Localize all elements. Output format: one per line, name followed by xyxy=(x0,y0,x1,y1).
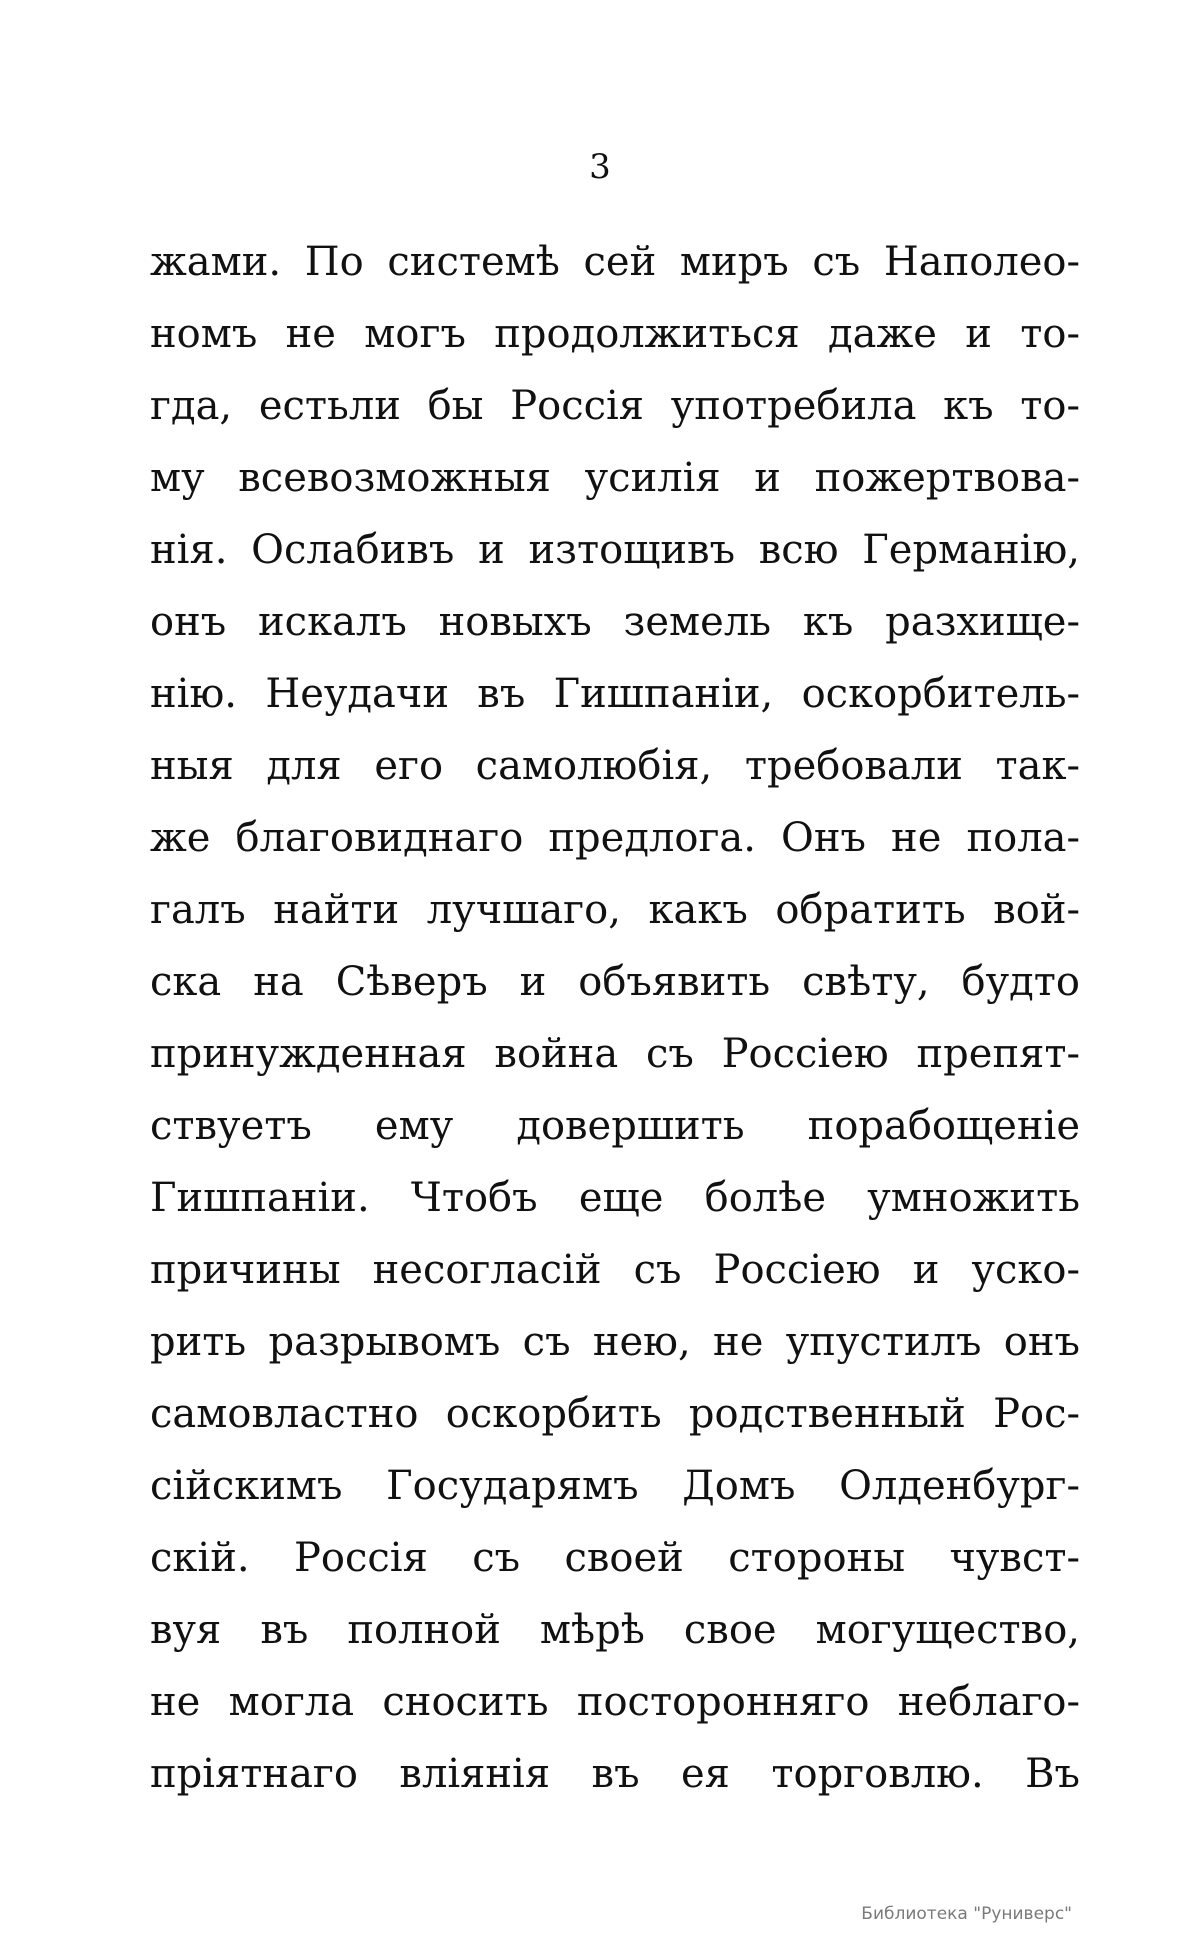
text-line: рить разрывомъ съ нею, не упустилъ онъ xyxy=(150,1319,1080,1365)
text-line: ска на Сѣверъ и объявить свѣту, будто xyxy=(150,959,1080,1005)
text-line: скій. Россія съ своей стороны чувст- xyxy=(150,1535,1080,1581)
text-line: ныя для его самолюбія, требовали так- xyxy=(150,743,1080,789)
body-text xyxy=(150,226,1080,1810)
text-line: онъ искалъ новыхъ земель къ разхище- xyxy=(150,599,1080,645)
text-line: му всевозможныя усилія и пожертвова- xyxy=(150,455,1080,501)
text-line: же благовиднаго предлога. Онъ не пола- xyxy=(150,815,1080,861)
text-line: нія. Ослабивъ и изтощивъ всю Германію, xyxy=(150,527,1080,573)
text-line: сійскимъ Государямъ Домъ Олденбург- xyxy=(150,1463,1080,1509)
text-line: ствуетъ ему довершить порабощеніе xyxy=(150,1103,1080,1149)
text-line: вуя въ полной мѣрѣ свое могущество, xyxy=(150,1607,1080,1653)
text-line: гда, естьли бы Россія употребила къ то- xyxy=(150,383,1080,429)
text-line: нію. Неудачи въ Гишпаніи, оскорбитель- xyxy=(150,671,1080,717)
text-line: пріятнаго вліянія въ ея торговлю. Въ xyxy=(150,1751,1080,1797)
text-line: не могла сносить посторонняго неблаго- xyxy=(150,1679,1080,1725)
page-number: 3 xyxy=(589,147,611,187)
text-line: принужденная война съ Россіею препят- xyxy=(150,1031,1080,1077)
text-line: Гишпаніи. Чтобъ еще болѣе умножить xyxy=(150,1175,1080,1221)
text-line: самовластно оскорбить родственный Рос- xyxy=(150,1391,1080,1437)
text-line: галъ найти лучшаго, какъ обратить вой- xyxy=(150,887,1080,933)
text-line: причины несогласій съ Россіею и уско- xyxy=(150,1247,1080,1293)
text-line: номъ не могъ продолжиться даже и то- xyxy=(150,311,1080,357)
library-watermark: Библиотека "Руниверс" xyxy=(861,1904,1072,1924)
text-line: жами. По системѣ сей миръ съ Наполео- xyxy=(150,239,1080,285)
